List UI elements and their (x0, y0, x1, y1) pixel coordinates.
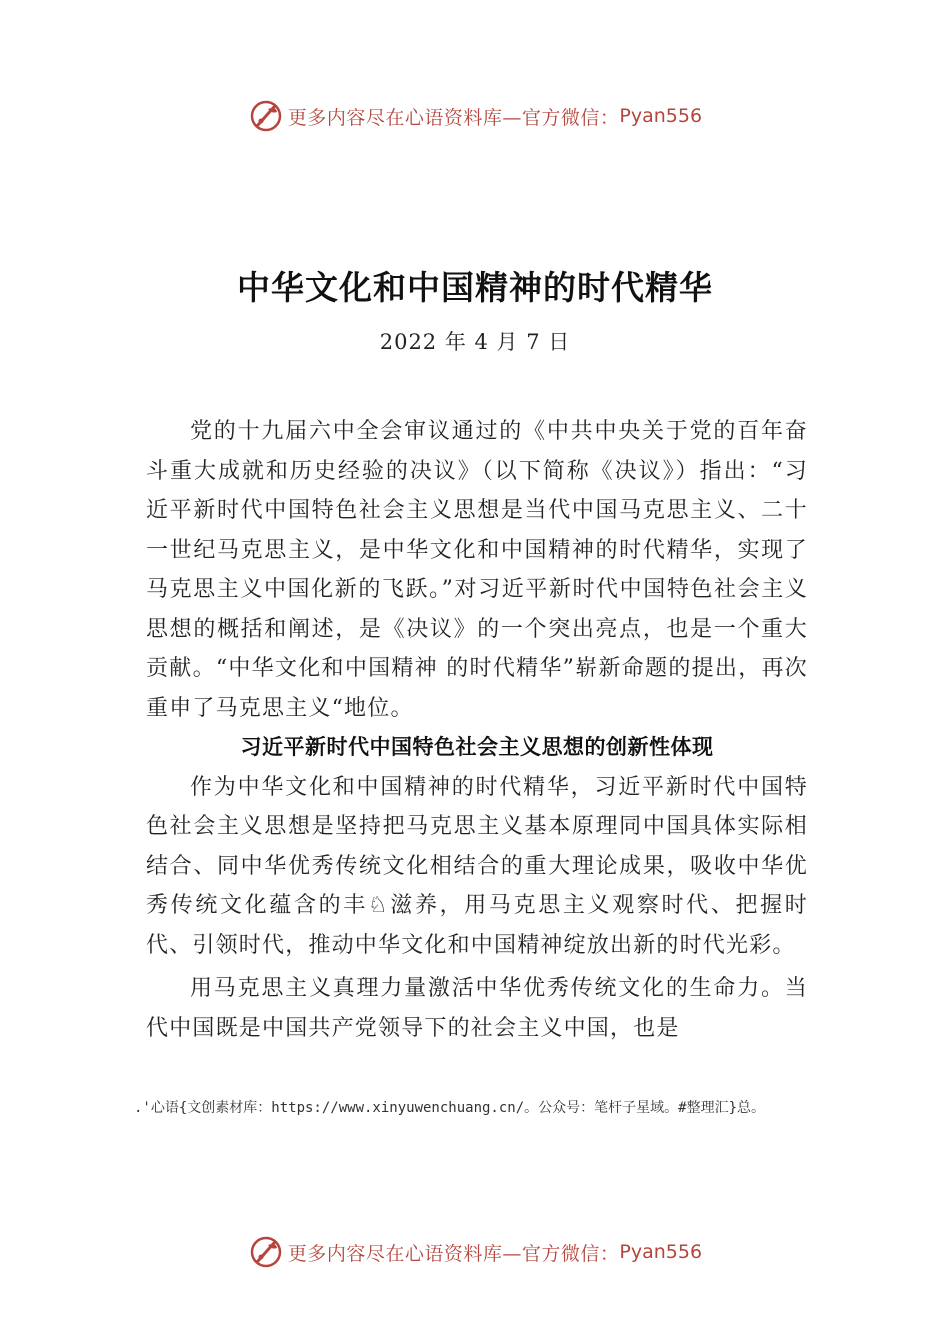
wechat-id: Pyan556 (619, 1241, 703, 1263)
wechat-id: Pyan556 (619, 105, 703, 127)
section-paragraph: 用马克思主义真理力量激活中华优秀传统文化的生命力。当代中国既是中国共产党领导下的社会主义中国，也是 (146, 976, 808, 1041)
footnote: .'心语{文创素材库：https://www.xinyuwenchuang.cn/。公众号：笔杆子星域。#整理汇}总。 (134, 1100, 766, 1116)
document-date: 2022 年 4 月 7 日 (379, 330, 571, 354)
document-body (146, 412, 808, 1048)
intro-paragraph: 党的十九届六中全会审议通过的《中共中央关于党的百年奋斗重大成就和历史经验的决议》（以下简称《决议》）指出：“习近平新时代中国特色社会主义思想是当代中国马克思主义、二十一世纪马克思主义，是中华文化和中国精神的时代精华，实现了马克思主义中国化新的飞跃。”对习近平新时代中国特色社会主义思想的概括和阐述，是《决议》的一个突出亮点，也是一个重大贡献。“中华文化和中国精神 的时代精华”崭新命题的提出，再次重申了马克思主义“地位。 (146, 419, 808, 721)
document-title: 中华文化和中国精神的时代精华 (237, 268, 713, 307)
footer-banner (0, 1230, 950, 1274)
banner-text: 更多内容尽在心语资料库—官方微信： (287, 1242, 620, 1265)
quill-pen-logo-icon (248, 1234, 284, 1270)
section-heading: 习近平新时代中国特色社会主义思想的创新性体现 (240, 735, 714, 759)
section-paragraph: 作为中华文化和中国精神的时代精华，习近平新时代中国特色社会主义思想是坚持把马克思主义基本原理同中国具体实际相结合、同中华优秀传统文化相结合的重大理论成果，吸收中华优秀传统文化蕴含的丰♘滋养，用马克思主义观察时代、把握时代、引领时代，推动中华文化和中国精神绽放出新的时代光彩。 (146, 774, 808, 958)
banner-text: 更多内容尽在心语资料库—官方微信： (287, 106, 620, 129)
header-banner (0, 94, 950, 138)
quill-pen-logo-icon (248, 98, 284, 134)
